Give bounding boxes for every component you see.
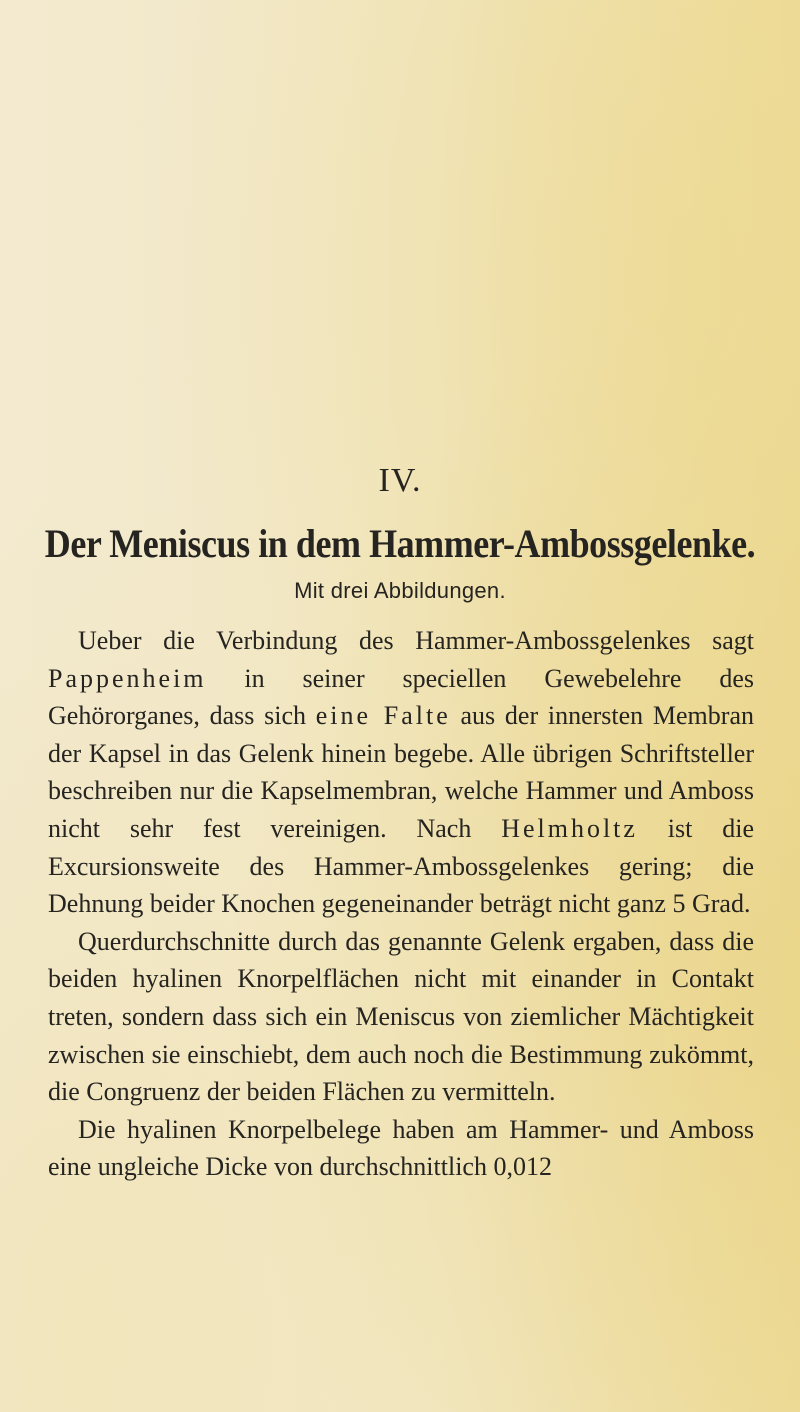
author-name-helmholtz: Helmholtz: [501, 813, 638, 843]
author-name-pappenheim: Pappenheim: [48, 663, 207, 693]
paragraph-1-text-d: ist die Excursionsweite des Hammer-Ambossgelenkes gering; die Dehnung beider Knochen gegeneinander beträgt nicht ganz 5 Grad.: [48, 813, 754, 919]
paragraph-1-text-c: aus der innersten Membran der Kapsel in das Gelenk hinein begebe. Alle übrigen Schriftsteller beschreiben nur die Kapselmembran, welche Hammer und Amboss nicht sehr fest vereinigen. Nach: [48, 701, 754, 843]
body-text: [48, 622, 754, 1186]
emphasis-eine-falte: eine Falte: [315, 701, 451, 731]
paragraph-3: Die hyalinen Knorpelbelege haben am Hammer- und Amboss eine ungleiche Dicke von durchschnittlich 0,012: [48, 1114, 754, 1182]
paragraph-2: Querdurchschnitte durch das genannte Gelenk ergaben, dass die beiden hyalinen Knorpelflächen nicht mit einander in Contakt treten, sondern dass sich ein Meniscus von ziemlicher Mächtigkeit zwischen sie einschiebt, dem auch noch die Bestimmung zukömmt, die Congruenz der beiden Flächen zu vermitteln.: [48, 926, 754, 1107]
chapter-subtitle: Mit drei Abbildungen.: [294, 578, 506, 603]
chapter-number: IV.: [378, 462, 422, 499]
paragraph-1-text-a: Ueber die Verbindung des Hammer-Ambossgelenkes sagt: [78, 626, 754, 655]
paragraph-1: [48, 622, 754, 923]
chapter-title: Der Meniscus in dem Hammer-Ambossgelenke.: [44, 521, 756, 566]
paragraph-1-text-b: in seiner speciellen Gewebelehre des Gehörorganes, dass sich: [48, 663, 754, 731]
